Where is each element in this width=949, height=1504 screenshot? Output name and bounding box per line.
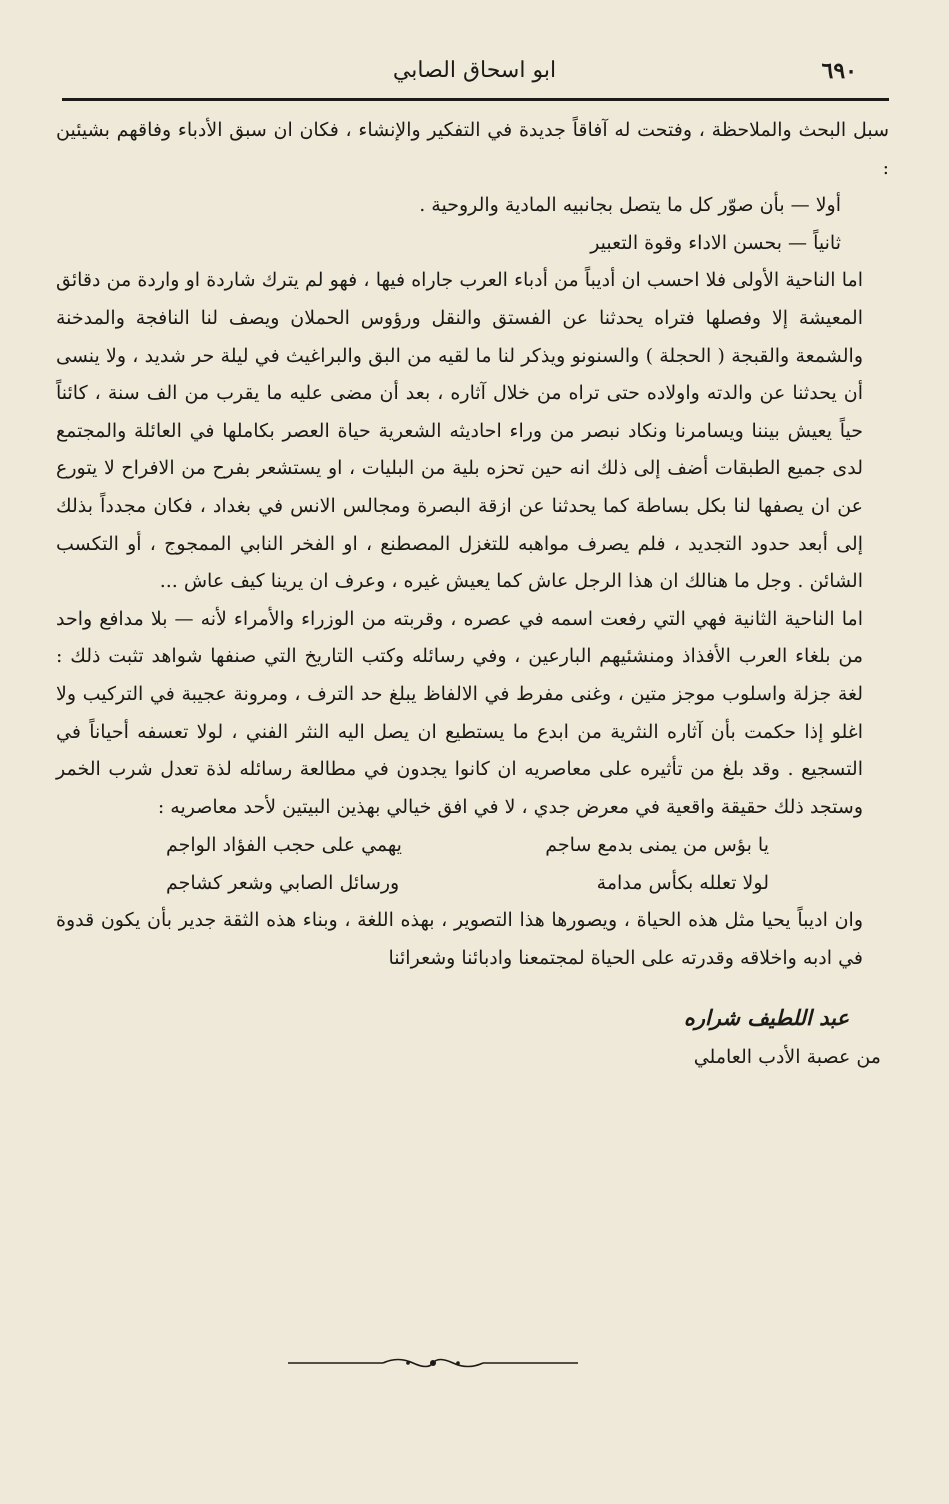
- verse-2-first-hemistich: لولا تعلله بكأس مدامة: [596, 872, 769, 895]
- header-rule: [62, 98, 889, 101]
- page-header: [60, 56, 889, 94]
- article-body: [56, 112, 889, 1077]
- paragraph-2: اما الناحية الأولى فلا احسب ان أديباً من أدباء العرب جاراه فيها ، فهو لم يترك شاردة او واردة من دقائق المعيشة إلا وفصلها فتراه يحدثنا عن الفستق والنقل ورؤوس الحملان ويصف لنا النافجة والمدخنة والشمعة والقبجة ( الحجلة ) والسنونو ويذكر لنا ما لقيه من البق والبراغيث في ليلة حر شديد ، ولا ينسى أن يحدثنا عن والدته واولاده حتى تراه من خلال آثاره ، بعد أن مضى عليه ما يقرب من الف سنة ، كائناً حياً يعيش بيننا ويسامرنا ونكاد نبصر من وراء احاديثه الشعرية حياة العصر بكاملها في العائلة والمجتمع لدى جميع الطبقات أضف إلى ذلك انه حين تحزه بلية من البليات ، او يستشعر بفرح من الافراح لا يتورع عن ان يصفها لنا بكل بساطة كما يحدثنا عن ازقة البصرة ومجالس الانس في بغداد ، فكان مجدداً بذلك إلى أبعد حدود التجديد ، فلم يصرف مواهبه للتغزل المصطنع ، او الفخر النابي الممجوج ، أو التكسب الشائن . وجل ما هنالك ان هذا الرجل عاش كما يعيش غيره ، وعرف ان يرينا كيف عاش ...: [56, 269, 863, 593]
- paragraph-4: وان اديباً يحيا مثل هذه الحياة ، ويصورها هذا التصوير ، بهذه اللغة ، وبناء هذه الثقة جدير بأن يكون قدوة في ادبه واخلاقه وقدرته على الحياة لمجتمعنا وادبائنا وشعرائنا: [56, 909, 863, 969]
- verse-1-second-hemistich: يهمي على حجب الفؤاد الواجم: [166, 834, 402, 857]
- paragraph-1: سبل البحث والملاحظة ، وفتحت له آفاقاً جديدة في التفكير والإنشاء ، فكان ان سبق الأدباء وفاقهم بشيئين :: [56, 119, 889, 179]
- paragraph-3: اما الناحية الثانية فهي التي رفعت اسمه في عصره ، وقربته من الوزراء والأمراء لأنه — بلا مدافع واحد من بلغاء العرب الأفذاذ ومنشئيهم البارعين ، وفي رسائله وكتب التاريخ التي صنفها شواهد تثبت ذلك : لغة جزلة واسلوب موجز متين ، وغنى مفرط في الالفاظ يبلغ حد الترف ، ومرونة عجيبة في التركيب ولا اغلو إذا حكمت بأن آثاره النثرية من ابدع ما يستطيع ان يصل اليه النثر الفني ، لولا تعسفه أحياناً في التسجيع . وقد بلغ من تأثيره على معاصريه ان كانوا يجدون في مطالعة رسائله لذة تعدل شرب الخمر وستجد ذلك حقيقة واقعية في معرض جدي ، لا في افق خيالي بهذين البيتين لأحد معاصريه :: [56, 607, 863, 818]
- author-signature: عبد اللطيف شراره: [683, 1005, 849, 1031]
- verse-1-first-hemistich: يا بؤس من يمنى بدمع ساجم: [545, 834, 769, 857]
- verse-line-2: [56, 864, 889, 902]
- running-title: ابو اسحاق الصابي: [392, 58, 557, 83]
- closing-ornament: [288, 1355, 578, 1371]
- verse-line-1: [56, 826, 889, 864]
- author-affiliation: من عصبة الأدب العاملي: [693, 1046, 881, 1069]
- point-two: ثانياً — بحسن الاداء وقوة التعبير: [590, 231, 841, 254]
- verse-2-second-hemistich: ورسائل الصابي وشعر كشاجم: [166, 872, 400, 895]
- page-number: ٦٩٠: [821, 58, 857, 84]
- point-one: أولا — بأن صوّر كل ما يتصل بجانبيه المادية والروحية .: [419, 194, 841, 217]
